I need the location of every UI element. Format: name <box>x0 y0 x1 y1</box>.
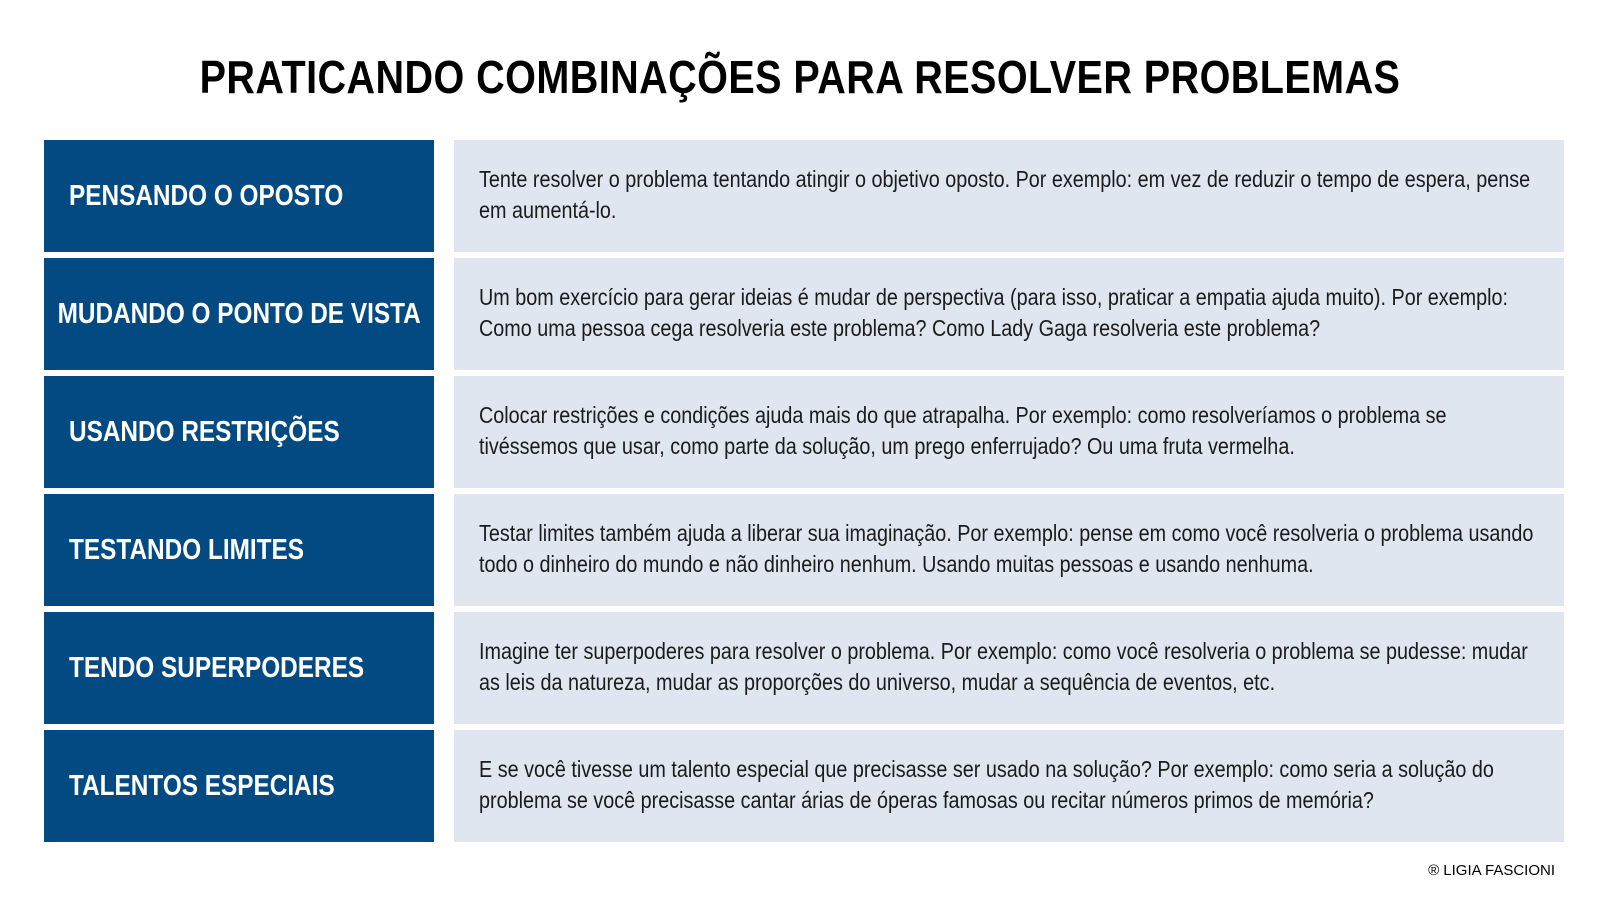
technique-label-box <box>44 612 434 724</box>
technique-label-box <box>44 258 434 370</box>
table-row <box>44 730 1564 842</box>
technique-description-box <box>454 140 1564 252</box>
technique-label-box <box>44 494 434 606</box>
technique-description-box <box>454 730 1564 842</box>
technique-description-box <box>454 258 1564 370</box>
table-row <box>44 376 1564 488</box>
technique-table <box>44 140 1564 848</box>
table-row <box>44 140 1564 252</box>
technique-label: TESTANDO LIMITES <box>69 533 305 566</box>
technique-label: TENDO SUPERPODERES <box>69 651 365 684</box>
technique-label: TALENTOS ESPECIAIS <box>69 769 335 802</box>
technique-label-box <box>44 140 434 252</box>
technique-label: PENSANDO O OPOSTO <box>69 179 344 212</box>
technique-label: MUDANDO O PONTO DE VISTA <box>57 297 421 330</box>
technique-description: Tente resolver o problema tentando atingir o objetivo oposto. Por exemplo: em vez de reduzir o tempo de espera, pense em aumentá-lo. <box>479 166 1531 223</box>
technique-description: Testar limites também ajuda a liberar sua imaginação. Por exemplo: pense em como você resolveria o problema usando todo o dinheiro do mundo e não dinheiro nenhum. Usando muitas pessoas e usando nenhuma. <box>479 520 1534 577</box>
copyright-credit: ® LIGIA FASCIONI <box>1428 862 1555 879</box>
technique-description: Imagine ter superpoderes para resolver o problema. Por exemplo: como você resolveria o problema se pudesse: mudar as leis da natureza, mudar as proporções do universo, mudar a sequência de eventos, etc. <box>479 638 1528 695</box>
table-row <box>44 258 1564 370</box>
table-row <box>44 494 1564 606</box>
page-title: PRATICANDO COMBINAÇÕES PARA RESOLVER PROBLEMAS <box>199 51 1401 103</box>
technique-description-box <box>454 376 1564 488</box>
technique-description-box <box>454 612 1564 724</box>
technique-description: Colocar restrições e condições ajuda mais do que atrapalha. Por exemplo: como resolveríamos o problema se tivéssemos que usar, como parte da solução, um prego enferrujado? Ou uma fruta vermelha. <box>479 402 1447 459</box>
technique-label-box <box>44 376 434 488</box>
technique-description: Um bom exercício para gerar ideias é mudar de perspectiva (para isso, praticar a empatia ajuda muito). Por exemplo: Como uma pessoa cega resolveria este problema? Como Lady Gaga resolveria este problema? <box>479 284 1509 341</box>
technique-description-box <box>454 494 1564 606</box>
table-row <box>44 612 1564 724</box>
technique-label: USANDO RESTRIÇÕES <box>69 415 340 448</box>
technique-description: E se você tivesse um talento especial que precisasse ser usado na solução? Por exemplo: como seria a solução do problema se você precisasse cantar árias de óperas famosas ou recitar números primos de memória? <box>479 756 1494 813</box>
technique-label-box <box>44 730 434 842</box>
